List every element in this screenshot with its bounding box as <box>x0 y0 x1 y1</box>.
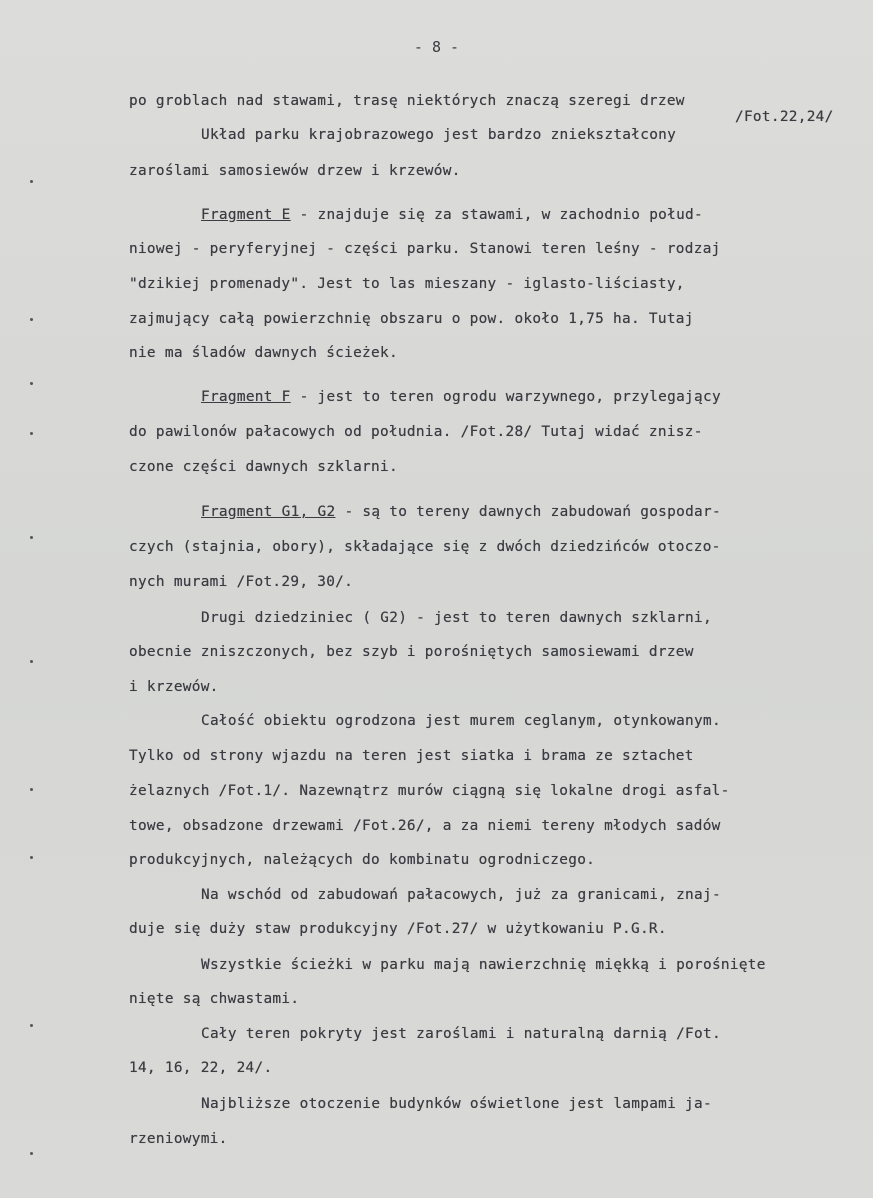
text-line: Cały teren pokryty jest zaroślami i naturalną darnią /Fot. <box>201 1026 721 1042</box>
text-line: Na wschód od zabudowań pałacowych, już za granicami, znaj- <box>201 887 721 903</box>
text-line: Wszystkie ścieżki w parku mają nawierzchnię miękką i porośnięte <box>201 957 766 973</box>
text-line: czych (stajnia, obory), składające się z dwóch dziedzińców otoczo- <box>129 539 721 555</box>
text-line: żelaznych /Fot.1/. Nazewnątrz murów ciągną się lokalne drogi asfal- <box>129 783 730 799</box>
fragment-e-line: Fragment E - znajduje się za stawami, w zachodnio połud- <box>201 207 703 223</box>
text-line: po groblach nad stawami, trasę niektórych znaczą szeregi drzew <box>129 93 685 109</box>
page-number: - 8 - <box>413 38 460 56</box>
text-line: i krzewów. <box>129 679 219 695</box>
text-line: do pawilonów pałacowych od południa. /Fot.28/ Tutaj widać znisz- <box>129 424 703 440</box>
fragment-g-heading: Fragment G1, G2 <box>201 504 336 520</box>
text-line: duje się duży staw produkcyjny /Fot.27/ w użytkowaniu P.G.R. <box>129 921 667 937</box>
margin-speck <box>30 536 33 539</box>
text-line: nięte są chwastami. <box>129 991 300 1007</box>
text-line: czone części dawnych szklarni. <box>129 459 398 475</box>
margin-speck <box>30 180 33 183</box>
margin-speck <box>30 788 33 791</box>
text-line: niowej - peryferyjnej - części parku. Stanowi teren leśny - rodzaj <box>129 241 721 257</box>
text-line: zaroślami samosiewów drzew i krzewów. <box>129 163 461 179</box>
margin-speck <box>30 432 33 435</box>
text-line: Drugi dziedziniec ( G2) - jest to teren dawnych szklarni, <box>201 610 712 626</box>
margin-speck <box>30 660 33 663</box>
text-line: Najbliższe otoczenie budynków oświetlone jest lampami ja- <box>201 1096 712 1112</box>
text-line: /Fot.22,24/ <box>735 109 834 125</box>
text-line: nych murami /Fot.29, 30/. <box>129 574 354 590</box>
text-line: nie ma śladów dawnych ścieżek. <box>129 345 398 361</box>
text-line: produkcyjnych, należących do kombinatu ogrodniczego. <box>129 852 596 868</box>
text-line: "dzikiej promenady". Jest to las mieszany - iglasto-liściasty, <box>129 276 685 292</box>
text-line: Układ parku krajobrazowego jest bardzo zniekształcony <box>201 127 677 143</box>
margin-speck <box>30 1152 33 1155</box>
margin-speck <box>30 382 33 385</box>
text-line: zajmujący całą powierzchnię obszaru o pow. około 1,75 ha. Tutaj <box>129 311 694 327</box>
fragment-f-line: Fragment F - jest to teren ogrodu warzywnego, przylegający <box>201 389 721 405</box>
text-line: Całość obiektu ogrodzona jest murem ceglanym, otynkowanym. <box>201 713 721 729</box>
fragment-e-heading: Fragment E <box>201 207 291 223</box>
text-line: Tylko od strony wjazdu na teren jest siatka i brama ze sztachet <box>129 748 694 764</box>
text-line: obecnie zniszczonych, bez szyb i porośniętych samosiewami drzew <box>129 644 694 660</box>
text-line: rzeniowymi. <box>129 1131 228 1147</box>
margin-speck <box>30 318 33 321</box>
text-line: towe, obsadzone drzewami /Fot.26/, a za niemi tereny młodych sadów <box>129 818 721 834</box>
fragment-g-line: Fragment G1, G2 - są to tereny dawnych zabudowań gospodar- <box>201 504 721 520</box>
margin-speck <box>30 1024 33 1027</box>
margin-speck <box>30 856 33 859</box>
text-line: 14, 16, 22, 24/. <box>129 1060 273 1076</box>
fragment-f-heading: Fragment F <box>201 389 291 405</box>
